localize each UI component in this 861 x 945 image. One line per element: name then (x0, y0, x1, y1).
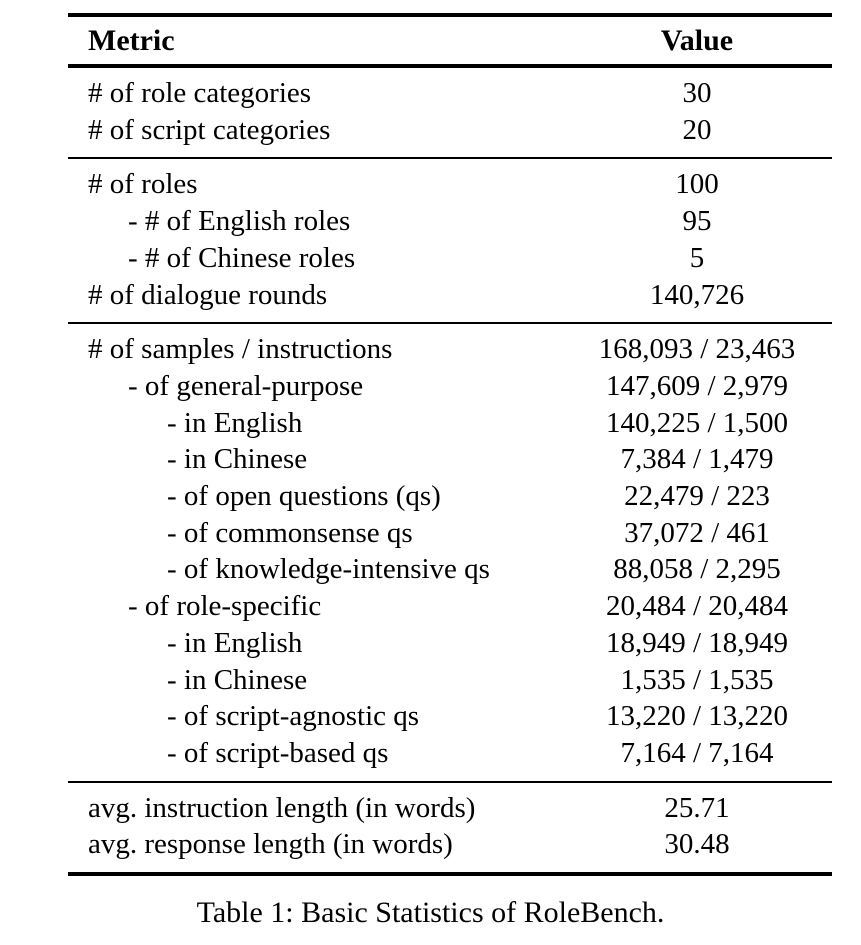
metric-label: # of dialogue rounds (88, 278, 328, 311)
metric-label: # of samples / instructions (88, 333, 393, 366)
table-row (68, 368, 832, 405)
metric-label: - in English (167, 626, 303, 659)
metric-label: - of open questions (qs) (167, 480, 441, 513)
metric-value: 140,225 / 1,500 (605, 406, 789, 439)
table-row (68, 277, 832, 314)
metric-value: 88,058 / 2,295 (613, 553, 781, 586)
table-row (68, 112, 832, 149)
table-row (68, 588, 832, 625)
metric-value: 13,220 / 13,220 (605, 700, 789, 733)
table-row (68, 735, 832, 772)
metric-label: - in English (167, 406, 303, 439)
metric-value: 20,484 / 20,484 (605, 590, 789, 623)
table-caption: Table 1: Basic Statistics of RoleBench. (196, 896, 665, 929)
bottom-rule (68, 872, 832, 876)
metric-label: - in Chinese (167, 663, 308, 696)
metric-column-header: Metric (88, 23, 175, 57)
metric-label: - of script-agnostic qs (167, 700, 420, 733)
metric-label: - of role-specific (128, 590, 322, 623)
metric-value: 30.48 (664, 828, 730, 861)
table-section (68, 68, 832, 157)
metric-value: 25.71 (664, 791, 730, 824)
metric-value: 37,072 / 461 (624, 516, 770, 549)
metric-value: 100 (675, 168, 719, 201)
metric-label: - of commonsense qs (167, 516, 413, 549)
table-row (68, 441, 832, 478)
metric-label: avg. response length (in words) (88, 828, 453, 861)
metric-value: 95 (682, 205, 712, 238)
metric-value: 20 (682, 113, 712, 146)
metric-value: 147,609 / 2,979 (605, 369, 789, 402)
table-row (68, 331, 832, 368)
metric-label: avg. instruction length (in words) (88, 791, 476, 824)
table-row (68, 790, 832, 827)
table-section (68, 783, 832, 872)
table-row (68, 166, 832, 203)
table-section (68, 159, 832, 322)
statistics-table (68, 13, 832, 876)
table-body (68, 68, 832, 872)
metric-label: - of knowledge-intensive qs (167, 553, 490, 586)
metric-value: 7,164 / 7,164 (620, 736, 774, 769)
metric-value: 7,384 / 1,479 (620, 443, 774, 476)
value-column-header: Value (660, 23, 734, 57)
metric-label: # of script categories (88, 113, 331, 146)
metric-value: 1,535 / 1,535 (620, 663, 774, 696)
metric-label: - of general-purpose (128, 369, 364, 402)
table-row (68, 662, 832, 699)
metric-value: 18,949 / 18,949 (605, 626, 789, 659)
metric-label: # of role categories (88, 77, 312, 109)
table-row (68, 826, 832, 863)
metric-value: 22,479 / 223 (624, 480, 770, 513)
metric-label: - of script-based qs (167, 736, 389, 769)
metric-value: 140,726 (649, 278, 745, 311)
table-row (68, 515, 832, 552)
metric-value: 5 (689, 241, 705, 274)
table-row (68, 698, 832, 735)
table-row (68, 75, 832, 112)
metric-label: - in Chinese (167, 443, 308, 476)
table-header-row (68, 17, 832, 64)
metric-label: - # of Chinese roles (128, 241, 356, 274)
metric-label: - # of English roles (128, 205, 351, 238)
table-row (68, 203, 832, 240)
table-row (68, 625, 832, 662)
metric-value: 168,093 / 23,463 (598, 333, 796, 366)
table-row (68, 478, 832, 515)
table-row (68, 551, 832, 588)
metric-label: # of roles (88, 168, 198, 201)
table-row (68, 240, 832, 277)
metric-value: 30 (682, 77, 712, 109)
table-section (68, 324, 832, 780)
table-row (68, 405, 832, 442)
